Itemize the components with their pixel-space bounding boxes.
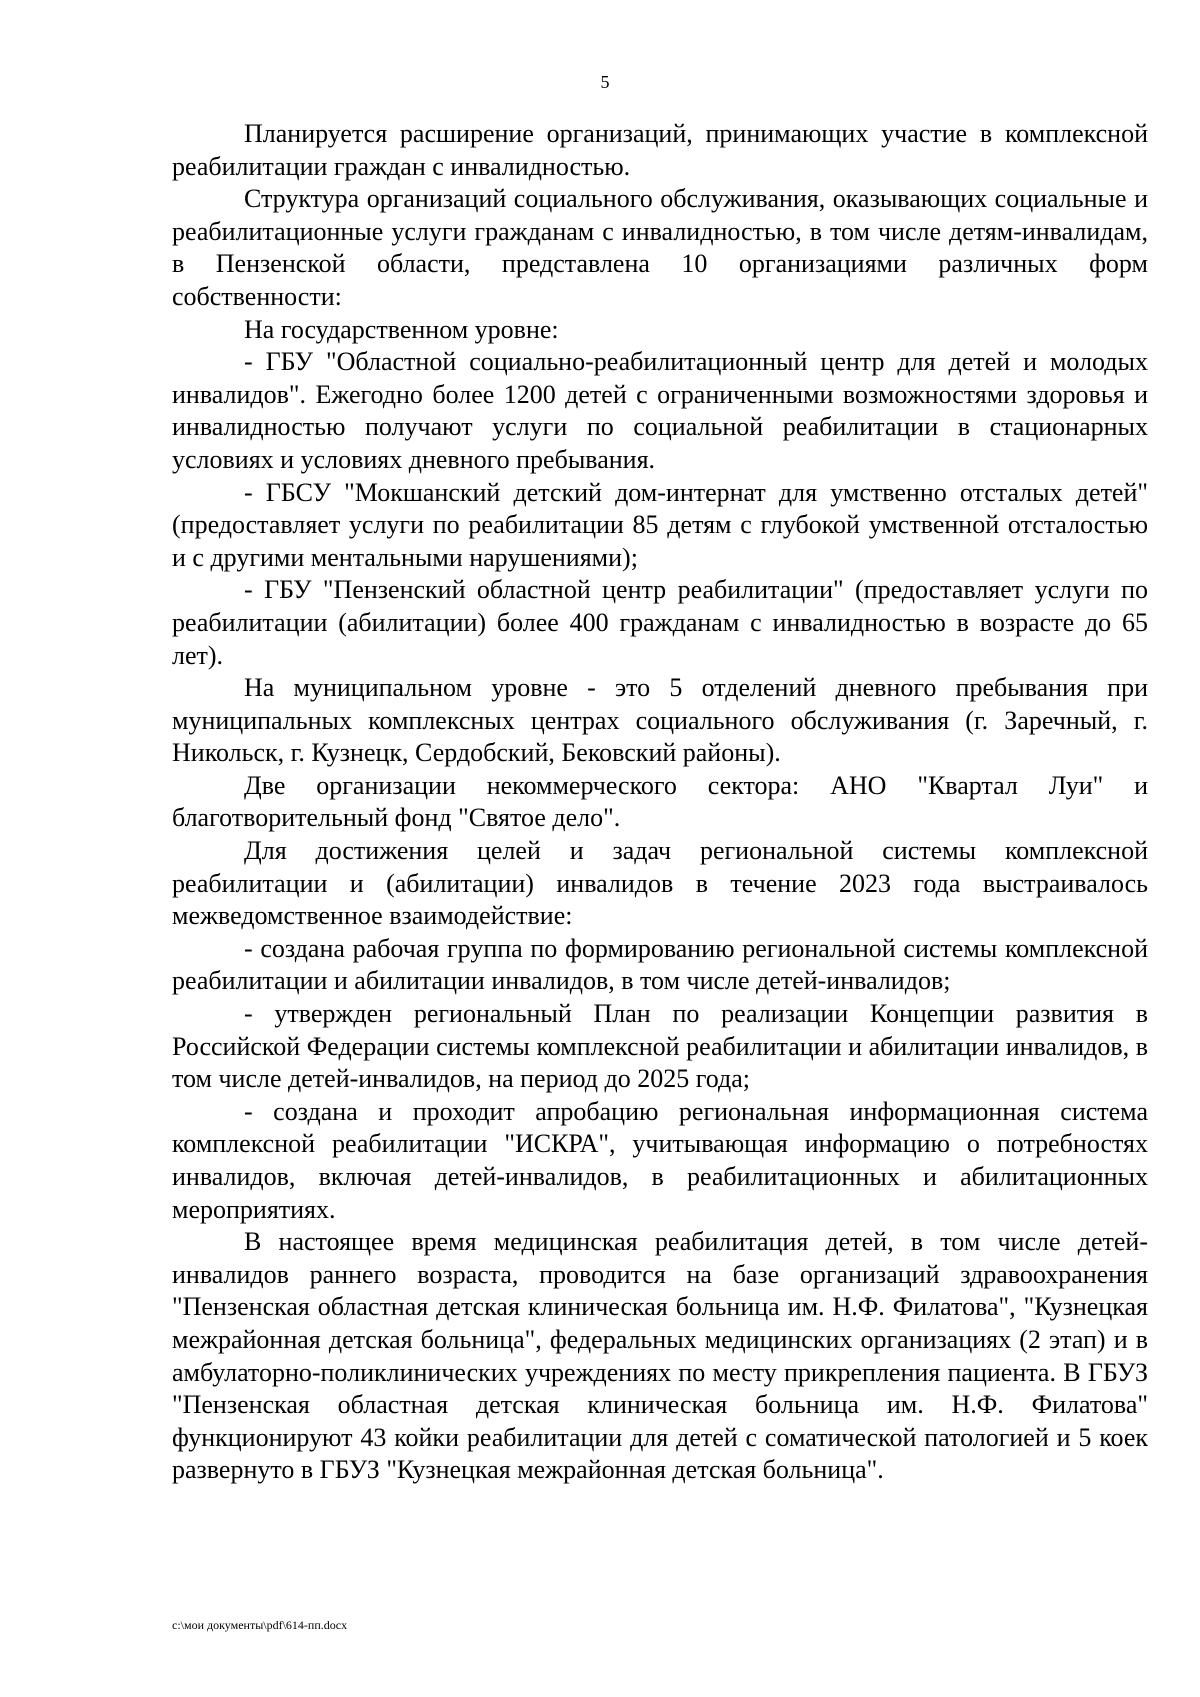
footer-file-path: c:\мои документы\pdf\614-пп.docx [172,1618,348,1632]
paragraph: В настоящее время медицинская реабилитация детей, в том числе детей-инвалидов раннего возраста, проводится на базе организаций здравоохранения "Пензенская областная детская клиническая больница им. Н.Ф. Филатова", "Кузнецкая межрайонная детская больница", федеральных медицинских организациях (2 этап) и в амбулаторно-поликлинических учреждениях по месту прикрепления пациента. В ГБУЗ "Пензенская областная детская клиническая больница им. Н.Ф. Филатова" функционируют 43 койки реабилитации для детей с соматической патологией и 5 коек развернуто в ГБУЗ "Кузнецкая межрайонная детская больница". [172,1227,1148,1485]
paragraph: - создана рабочая группа по формированию региональной системы комплексной реабилитации и абилитации инвалидов, в том числе детей-инвалидов; [172,933,1148,996]
document-body [172,118,1148,1487]
paragraph: Для достижения целей и задач региональной системы комплексной реабилитации и (абилитации) инвалидов в течение 2023 года выстраивалось межведомственное взаимодействие: [172,836,1148,931]
paragraph: - ГБСУ "Мокшанский детский дом-интернат для умственно отсталых детей" (предоставляет услуги по реабилитации 85 детям с глубокой умственной отсталостью и с другими ментальными нарушениями); [172,477,1148,572]
paragraph: Планируется расширение организаций, принимающих участие в комплексной реабилитации граждан с инвалидностью. [172,119,1148,181]
page-number: 5 [600,72,610,92]
paragraph: - создана и проходит апробацию региональная информационная система комплексной реабилитации "ИСКРА", учитывающая информацию о потребностях инвалидов, включая детей-инвалидов, в реабилитационных и абилитационных мероприятиях. [172,1096,1148,1224]
paragraph: На муниципальном уровне - это 5 отделений дневного пребывания при муниципальных комплексных центрах социального обслуживания (г. Заречный, г. Никольск, г. Кузнецк, Сердобский, Бековский районы). [172,673,1148,768]
paragraph: На государственном уровне: [244,314,559,344]
paragraph: Структура организаций социального обслуживания, оказывающих социальные и реабилитационные услуги гражданам с инвалидностью, в том числе детям-инвалидам, в Пензенской области, представлена 10 организациями различных форм собственности: [172,184,1148,311]
paragraph: Две организации некоммерческого сектора: АНО "Квартал Луи" и благотворительный фонд "Святое дело". [172,770,1148,833]
paragraph: - ГБУ "Областной социально-реабилитационный центр для детей и молодых инвалидов". Ежегодно более 1200 детей с ограниченными возможностями здоровья и инвалидностью получают услуги по социальной реабилитации в стационарных условиях и условиях дневного пребывания. [172,347,1148,474]
paragraph: - ГБУ "Пензенский областной центр реабилитации" (предоставляет услуги по реабилитации (абилитации) более 400 гражданам с инвалидностью в возрасте до 65 лет). [172,575,1148,670]
paragraph: - утвержден региональный План по реализации Концепции развития в Российской Федерации системы комплексной реабилитации и абилитации инвалидов, в том числе детей-инвалидов, на период до 2025 года; [172,999,1148,1094]
